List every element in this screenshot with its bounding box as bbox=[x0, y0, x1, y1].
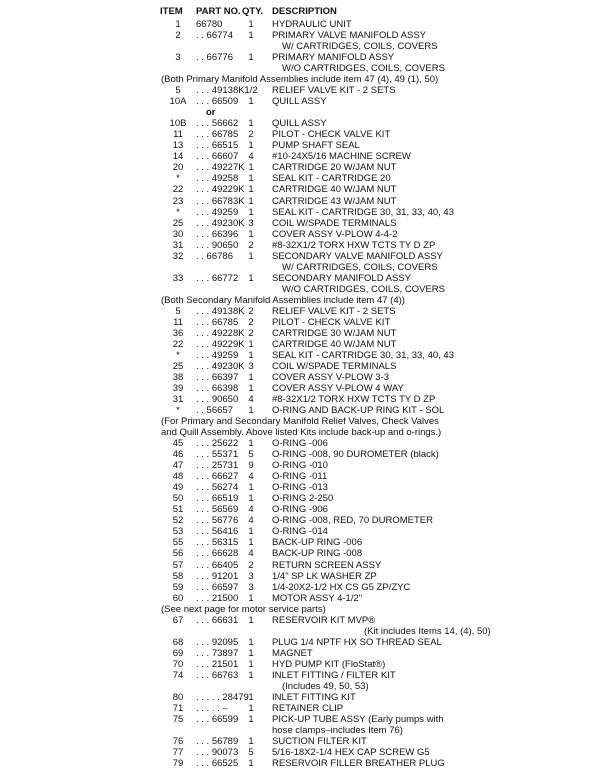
item-number: 38 bbox=[172, 372, 184, 383]
quantity: 1/2 bbox=[244, 85, 258, 97]
item-number: 2 bbox=[175, 30, 181, 41]
description: COVER ASSY V-PLOW 4 WAY bbox=[272, 383, 404, 394]
part-number: . . . 56569 bbox=[196, 504, 239, 516]
item-number: 10A bbox=[169, 96, 187, 108]
description: RESERVOIR FILLER BREATHER PLUG bbox=[272, 758, 445, 769]
quantity: 1 bbox=[248, 19, 254, 30]
quantity: 1 bbox=[248, 669, 254, 681]
description: PICK-UP TUBE ASSY (Early pumps with bbox=[272, 713, 444, 725]
description: O-RING -011 bbox=[272, 471, 328, 483]
item-number: 36 bbox=[172, 327, 184, 339]
item-number: 5 bbox=[175, 85, 181, 97]
quantity: 4 bbox=[248, 394, 254, 405]
quantity: 1 bbox=[248, 272, 254, 284]
description: SEAL KIT - CARTRIDGE 30, 31, 33, 40, 43 bbox=[272, 349, 454, 361]
quantity: 1 bbox=[248, 30, 254, 41]
item-number: 80 bbox=[172, 691, 184, 703]
description: HYD PUMP KIT (FloStat®) bbox=[272, 658, 386, 670]
item-number: 13 bbox=[172, 140, 184, 152]
item-number: 71 bbox=[172, 702, 184, 714]
item-number: 58 bbox=[172, 570, 184, 582]
description: INLET FITTING / FILTER KIT bbox=[272, 669, 396, 681]
part-number: . . . 25622 bbox=[196, 438, 239, 450]
description: 5/16-18X2-1/4 HEX CAP SCREW G5 bbox=[272, 747, 430, 758]
quantity: 9 bbox=[248, 460, 254, 472]
note-text: and Quill Assembly. Above listed Kits include back-up and o-rings.) bbox=[161, 427, 442, 439]
item-number: 3 bbox=[175, 52, 181, 64]
item-number: 31 bbox=[172, 394, 184, 405]
description: CARTRIDGE 30 W/JAM NUT bbox=[272, 327, 397, 339]
header-description: DESCRIPTION bbox=[272, 6, 337, 17]
header-qty: QTY. bbox=[242, 6, 264, 17]
or-text: or bbox=[206, 107, 216, 119]
quantity: 3 bbox=[248, 217, 254, 229]
quantity: 1 bbox=[248, 52, 254, 64]
description: BACK-UP RING -008 bbox=[272, 548, 363, 560]
description: O-RING -006 bbox=[272, 438, 328, 450]
quantity: 1 bbox=[248, 162, 254, 174]
item-number: 32 bbox=[172, 250, 184, 262]
header-item: ITEM bbox=[160, 6, 183, 17]
quantity: 3 bbox=[248, 581, 254, 593]
item-number: 11 bbox=[173, 316, 183, 328]
quantity: 1 bbox=[248, 735, 254, 747]
description: INLET FITTING KIT bbox=[272, 691, 356, 703]
quantity: 5 bbox=[248, 747, 254, 758]
item-number: 22 bbox=[172, 184, 184, 196]
quantity: 1 bbox=[248, 758, 254, 769]
description: PRIMARY MANIFOLD ASSY bbox=[272, 52, 395, 64]
item-number: 23 bbox=[172, 195, 184, 207]
part-number: . . . 49138K bbox=[196, 305, 245, 317]
quantity: 3 bbox=[248, 570, 254, 582]
description: RELIEF VALVE KIT - 2 SETS bbox=[272, 305, 396, 317]
item-number: 59 bbox=[172, 581, 184, 593]
item-number: 74 bbox=[172, 669, 184, 681]
description-continuation-text: W/ CARTRIDGES, COILS, COVERS bbox=[282, 41, 438, 53]
item-number: 25 bbox=[172, 360, 184, 372]
item-number: * bbox=[176, 206, 180, 218]
description: SEAL KIT - CARTRIDGE 20 bbox=[272, 173, 391, 185]
part-number: . . . 21501 bbox=[196, 658, 239, 670]
quantity: 1 bbox=[248, 614, 254, 626]
item-number: 51 bbox=[172, 504, 184, 516]
part-number: . . . 66519 bbox=[196, 493, 239, 505]
quantity: 1 bbox=[248, 713, 254, 725]
part-number: . . . . . – bbox=[196, 702, 228, 714]
description: O-RING -008, 90 DUROMETER (black) bbox=[272, 449, 439, 461]
part-number: . . . 49259 bbox=[196, 349, 239, 361]
quantity: 1 bbox=[248, 173, 254, 185]
quantity: 2 bbox=[248, 316, 254, 328]
item-number: 52 bbox=[172, 515, 184, 527]
description: MOTOR ASSY 4-1/2" bbox=[272, 592, 363, 604]
item-number: 48 bbox=[172, 471, 184, 483]
part-number: . . . 66597 bbox=[196, 581, 239, 593]
description: RESERVOIR KIT MVP® bbox=[272, 614, 376, 626]
part-number: . . . 66785 bbox=[196, 316, 239, 328]
item-number: 79 bbox=[172, 758, 184, 769]
part-number: . . . 66772 bbox=[196, 272, 239, 284]
note-text: (For Primary and Secondary Manifold Relief Valves, Check Valves bbox=[161, 416, 439, 428]
quantity: 1 bbox=[248, 206, 254, 218]
table-header bbox=[0, 6, 600, 18]
part-number: . . . 66515 bbox=[196, 140, 239, 152]
item-number: 46 bbox=[172, 449, 184, 461]
quantity: 2 bbox=[248, 239, 254, 251]
description: BACK-UP RING -006 bbox=[272, 537, 363, 549]
description: PILOT - CHECK VALVE KIT bbox=[272, 316, 391, 328]
part-number: . . . 66405 bbox=[196, 559, 239, 571]
item-number: 33 bbox=[172, 272, 184, 284]
quantity: 2 bbox=[248, 327, 254, 339]
quantity: 1 bbox=[248, 96, 254, 108]
part-number: . . 66776 bbox=[196, 52, 233, 64]
part-number: 66780 bbox=[196, 19, 223, 30]
description: RETAINER CLIP bbox=[272, 702, 344, 714]
part-number: . . . 90650 bbox=[196, 239, 239, 251]
quantity: 4 bbox=[248, 471, 254, 483]
quantity: 1 bbox=[248, 702, 254, 714]
part-number: . . . 49228K bbox=[196, 327, 245, 339]
description: O-RING 2-250 bbox=[272, 493, 334, 505]
item-number: 75 bbox=[172, 713, 184, 725]
quantity: 1 bbox=[248, 405, 254, 416]
part-number: . . . 56662 bbox=[196, 118, 239, 130]
part-number: . . . 66599 bbox=[196, 713, 239, 725]
item-number: 31 bbox=[172, 239, 184, 251]
item-number: 30 bbox=[172, 228, 184, 240]
description: QUILL ASSY bbox=[272, 118, 327, 130]
quantity: 1 bbox=[248, 658, 254, 670]
description: #10-24X5/16 MACHINE SCREW bbox=[272, 151, 411, 163]
description: COIL W/SPADE TERMINALS bbox=[272, 360, 397, 372]
item-number: 60 bbox=[172, 592, 184, 604]
description: CARTRIDGE 43 W/JAM NUT bbox=[272, 195, 397, 207]
part-number: . . . 66607 bbox=[196, 151, 239, 163]
description: O-RING -010 bbox=[272, 460, 328, 472]
part-number: . . . 66628 bbox=[196, 548, 239, 560]
description-continuation-text: hose clamps–includes Item 76) bbox=[272, 724, 403, 736]
part-number: . . . 56416 bbox=[196, 526, 239, 538]
description: MAGNET bbox=[272, 647, 313, 659]
item-number: 67 bbox=[172, 614, 184, 626]
quantity: 1 bbox=[248, 195, 254, 207]
item-number: 68 bbox=[172, 636, 184, 648]
part-number: . . . 56315 bbox=[196, 537, 239, 549]
quantity: 1 bbox=[248, 250, 254, 262]
quantity: 4 bbox=[248, 151, 254, 163]
part-number: . . . 66509 bbox=[196, 96, 239, 108]
part-number: . . 66786 bbox=[196, 250, 233, 262]
quantity: 1 bbox=[248, 482, 254, 494]
quantity: 1 bbox=[248, 349, 254, 361]
note-text: (See next page for motor service parts) bbox=[161, 603, 326, 615]
note-text: (Both Secondary Manifold Assemblies include item 47 (4)) bbox=[161, 294, 405, 306]
quantity: 1 bbox=[248, 383, 254, 394]
quantity: 1 bbox=[248, 493, 254, 505]
quantity: 1 bbox=[248, 636, 254, 648]
part-number: . . . 49230K bbox=[196, 360, 245, 372]
part-number: . . . 21500 bbox=[196, 592, 239, 604]
description: PILOT - CHECK VALVE KIT bbox=[272, 129, 391, 141]
description: COIL W/SPADE TERMINALS bbox=[272, 217, 397, 229]
quantity: 1 bbox=[248, 526, 254, 538]
description-continuation-text: W/O CARTRIDGES, COILS, COVERS bbox=[282, 63, 445, 75]
description: SEAL KIT - CARTRIDGE 30, 31, 33, 40, 43 bbox=[272, 206, 454, 218]
description: O-RING -014 bbox=[272, 526, 328, 538]
quantity: 4 bbox=[248, 504, 254, 516]
part-number: . . . 66631 bbox=[196, 614, 239, 626]
part-number: . . . 66525 bbox=[196, 758, 239, 769]
description: 1/4" SP LK WASHER ZP bbox=[272, 570, 377, 582]
item-number: 5 bbox=[175, 305, 181, 317]
quantity: 1 bbox=[248, 372, 254, 383]
part-number: . . . 66785 bbox=[196, 129, 239, 141]
part-number: . . . 49258 bbox=[196, 173, 239, 185]
quantity: 2 bbox=[248, 129, 254, 141]
description: RETURN SCREEN ASSY bbox=[272, 559, 382, 571]
part-number: . . . 49138K bbox=[196, 85, 245, 97]
part-number: . . . 25731 bbox=[196, 460, 239, 472]
description: COVER ASSY V-PLOW 4-4-2 bbox=[272, 228, 398, 240]
item-number: 57 bbox=[172, 559, 184, 571]
description: O-RING -906 bbox=[272, 504, 328, 516]
item-number: 50 bbox=[172, 493, 184, 505]
quantity: 3 bbox=[248, 360, 254, 372]
table-row bbox=[0, 758, 600, 770]
note-text: (Both Primary Manifold Assemblies include item 47 (4), 49 (1), 50) bbox=[161, 74, 439, 86]
part-number: . . . 90650 bbox=[196, 394, 239, 405]
part-number: . . . 66627 bbox=[196, 471, 239, 483]
description: COVER ASSY V-PLOW 3-3 bbox=[272, 372, 390, 383]
part-number: . . . 49227K bbox=[196, 162, 245, 174]
part-number: . . . 92095 bbox=[196, 636, 239, 648]
item-number: 45 bbox=[172, 438, 184, 450]
item-number: * bbox=[176, 405, 180, 416]
item-number: * bbox=[176, 173, 180, 185]
item-number: 55 bbox=[172, 537, 184, 549]
description: CARTRIDGE 40 W/JAM NUT bbox=[272, 338, 397, 350]
part-number: . . . 73897 bbox=[196, 647, 239, 659]
description: QUILL ASSY bbox=[272, 96, 327, 108]
item-number: 49 bbox=[172, 482, 184, 494]
part-number: . . . 56274 bbox=[196, 482, 239, 494]
description: RELIEF VALVE KIT - 2 SETS bbox=[272, 85, 396, 97]
item-number: 69 bbox=[172, 647, 184, 659]
quantity: 1 bbox=[248, 140, 254, 152]
quantity: 1 bbox=[248, 228, 254, 240]
item-number: 10B bbox=[169, 118, 187, 130]
item-number: 25 bbox=[172, 217, 184, 229]
item-number: 1 bbox=[175, 19, 181, 30]
item-number: * bbox=[176, 349, 180, 361]
item-number: 39 bbox=[172, 383, 184, 394]
item-number: 77 bbox=[172, 747, 184, 758]
item-number: 11 bbox=[173, 129, 183, 141]
quantity: 2 bbox=[248, 305, 254, 317]
description: PRIMARY VALVE MANIFOLD ASSY bbox=[272, 30, 426, 41]
description: CARTRIDGE 20 W/JAM NUT bbox=[272, 162, 397, 174]
description: SUCTION FILTER KIT bbox=[272, 735, 367, 747]
description: 1/4-20X2-1/2 HX CS G5 ZP/ZYC bbox=[272, 581, 411, 593]
part-number: . . . 49229K bbox=[196, 338, 245, 350]
description-continuation-text: W/O CARTRIDGES, COILS, COVERS bbox=[282, 283, 445, 295]
part-number: . . . 66396 bbox=[196, 228, 239, 240]
quantity: 1 bbox=[248, 691, 254, 703]
quantity: 1 bbox=[248, 592, 254, 604]
description: #8-32X1/2 TORX HXW TCTS TY D ZP bbox=[272, 239, 436, 251]
header-part-no: PART NO. bbox=[196, 6, 241, 17]
item-number: 47 bbox=[172, 460, 184, 472]
quantity: 5 bbox=[248, 449, 254, 461]
part-number: . . . 49230K bbox=[196, 217, 245, 229]
part-number: . . 66774 bbox=[196, 30, 233, 41]
item-number: 56 bbox=[172, 548, 184, 560]
description: PLUG 1/4 NPTF HX SO THREAD SEAL bbox=[272, 636, 442, 648]
description: HYDRAULIC UNIT bbox=[272, 19, 352, 30]
description-continuation-text: W/ CARTRIDGES, COILS, COVERS bbox=[282, 261, 438, 273]
quantity: 1 bbox=[248, 537, 254, 549]
part-number: . . . 56776 bbox=[196, 515, 239, 527]
description-continuation-text: (Includes 49, 50, 53) bbox=[282, 680, 369, 692]
item-number: 70 bbox=[172, 658, 184, 670]
part-number: . . . 66783K bbox=[196, 195, 245, 207]
quantity: 4 bbox=[248, 548, 254, 560]
part-number: . . . 66763 bbox=[196, 669, 239, 681]
part-number: . . . 90073 bbox=[196, 747, 239, 758]
description: SECONDARY VALVE MANIFOLD ASSY bbox=[272, 250, 443, 262]
part-number: . . . 49259 bbox=[196, 206, 239, 218]
part-number: . . . 66398 bbox=[196, 383, 239, 394]
description-continuation-text: (Kit includes Items 14, (4), 50) bbox=[364, 625, 491, 637]
quantity: 2 bbox=[248, 559, 254, 571]
description: O-RING AND BACK-UP RING KIT - SOL bbox=[272, 405, 445, 416]
quantity: 1 bbox=[248, 184, 254, 196]
part-number: . . . 91201 bbox=[196, 570, 239, 582]
part-number: . . . . . 28479 bbox=[196, 691, 249, 703]
description: #8-32X1/2 TORX HXW TCTS TY D ZP bbox=[272, 394, 436, 405]
item-number: 76 bbox=[172, 735, 184, 747]
quantity: 1 bbox=[248, 338, 254, 350]
quantity: 4 bbox=[248, 515, 254, 527]
description: PUMP SHAFT SEAL bbox=[272, 140, 360, 152]
quantity: 1 bbox=[248, 647, 254, 659]
description: SECONDARY MANIFOLD ASSY bbox=[272, 272, 412, 284]
part-number: . . . 49229K bbox=[196, 184, 245, 196]
description: O-RING -013 bbox=[272, 482, 328, 494]
item-number: 20 bbox=[172, 162, 184, 174]
part-number: . . . 56789 bbox=[196, 735, 239, 747]
part-number: . . . 55371 bbox=[196, 449, 239, 461]
description: CARTRIDGE 40 W/JAM NUT bbox=[272, 184, 397, 196]
item-number: 22 bbox=[172, 338, 184, 350]
part-number: . . . 66397 bbox=[196, 372, 239, 383]
quantity: 1 bbox=[248, 118, 254, 130]
part-number: . . 56657 bbox=[196, 405, 233, 416]
item-number: 53 bbox=[172, 526, 184, 538]
description: O-RING -008, RED, 70 DUROMETER bbox=[272, 515, 433, 527]
item-number: 14 bbox=[172, 151, 184, 163]
quantity: 1 bbox=[248, 438, 254, 450]
